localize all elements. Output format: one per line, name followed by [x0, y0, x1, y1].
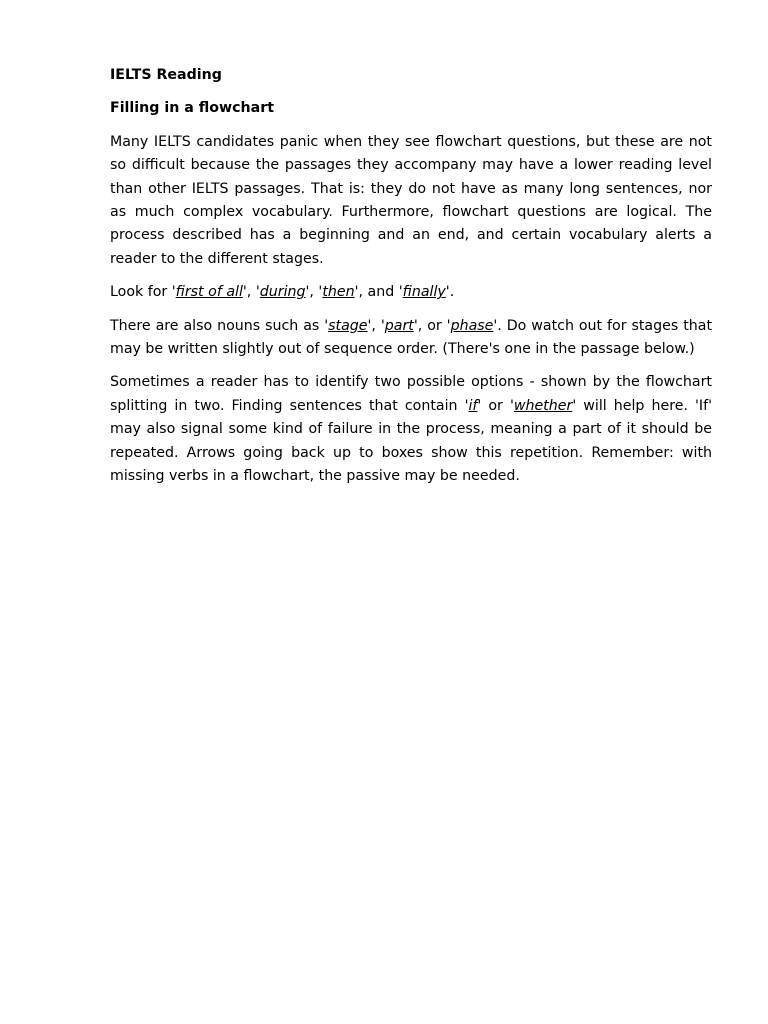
- text-segment: '.: [445, 284, 455, 301]
- text-segment: '. Do watch out for stages that may be written slightly out of sequence order. (There's one in the passage below.): [110, 317, 713, 358]
- keyword-then: then: [322, 284, 355, 301]
- document-title: IELTS Reading: [110, 67, 222, 83]
- section-title: Filling in a flowchart: [110, 100, 274, 117]
- text-segment: ', and ': [354, 284, 403, 301]
- keyword-first-of-all: first of all: [175, 284, 243, 301]
- nouns-paragraph: [110, 315, 712, 362]
- keyword-stage: stage: [328, 317, 368, 334]
- text-segment: Look for: [110, 284, 172, 301]
- keyword-part: part: [384, 317, 414, 334]
- text-segment: ', ': [242, 284, 260, 301]
- text-segment: Sometimes a reader has to identify two possible options - shown by the flowchart splitting in two. Finding sentences that contain ': [110, 374, 712, 414]
- text-segment: ' or ': [477, 397, 514, 414]
- keyword-if: if: [468, 397, 478, 414]
- signal-words-paragraph: [110, 281, 712, 304]
- text-segment: ' will help here. 'If' may also signal some kind of failure in the process, meaning a part of it should be repeated. Arrows going back up to boxes show this repetition. Remember: with missing verbs in a flowchart, the passive may be needed.: [110, 397, 712, 485]
- keyword-during: during: [259, 284, 306, 301]
- keyword-finally: finally: [402, 284, 446, 301]
- text-segment: ', ': [367, 317, 385, 334]
- text-segment: ', or ': [413, 317, 451, 334]
- document-body: [110, 64, 712, 499]
- text-segment: There are also nouns such as ': [110, 317, 329, 334]
- keyword-whether: whether: [513, 397, 573, 414]
- text-segment: ', ': [305, 284, 323, 301]
- options-paragraph: [110, 371, 712, 488]
- intro-paragraph: Many IELTS candidates panic when they see flowchart questions, but these are not so difficult because the passages they accompany may have a lower reading level than other IELTS passages. That is: they do not have as many long sentences, nor as much complex vocabulary. Furthermore, flowchart questions are logical. The process described has a beginning and an end, and certain vocabulary alerts a reader to the different stages.: [110, 133, 712, 267]
- text-segment: ': [171, 284, 176, 301]
- keyword-phase: phase: [450, 317, 494, 334]
